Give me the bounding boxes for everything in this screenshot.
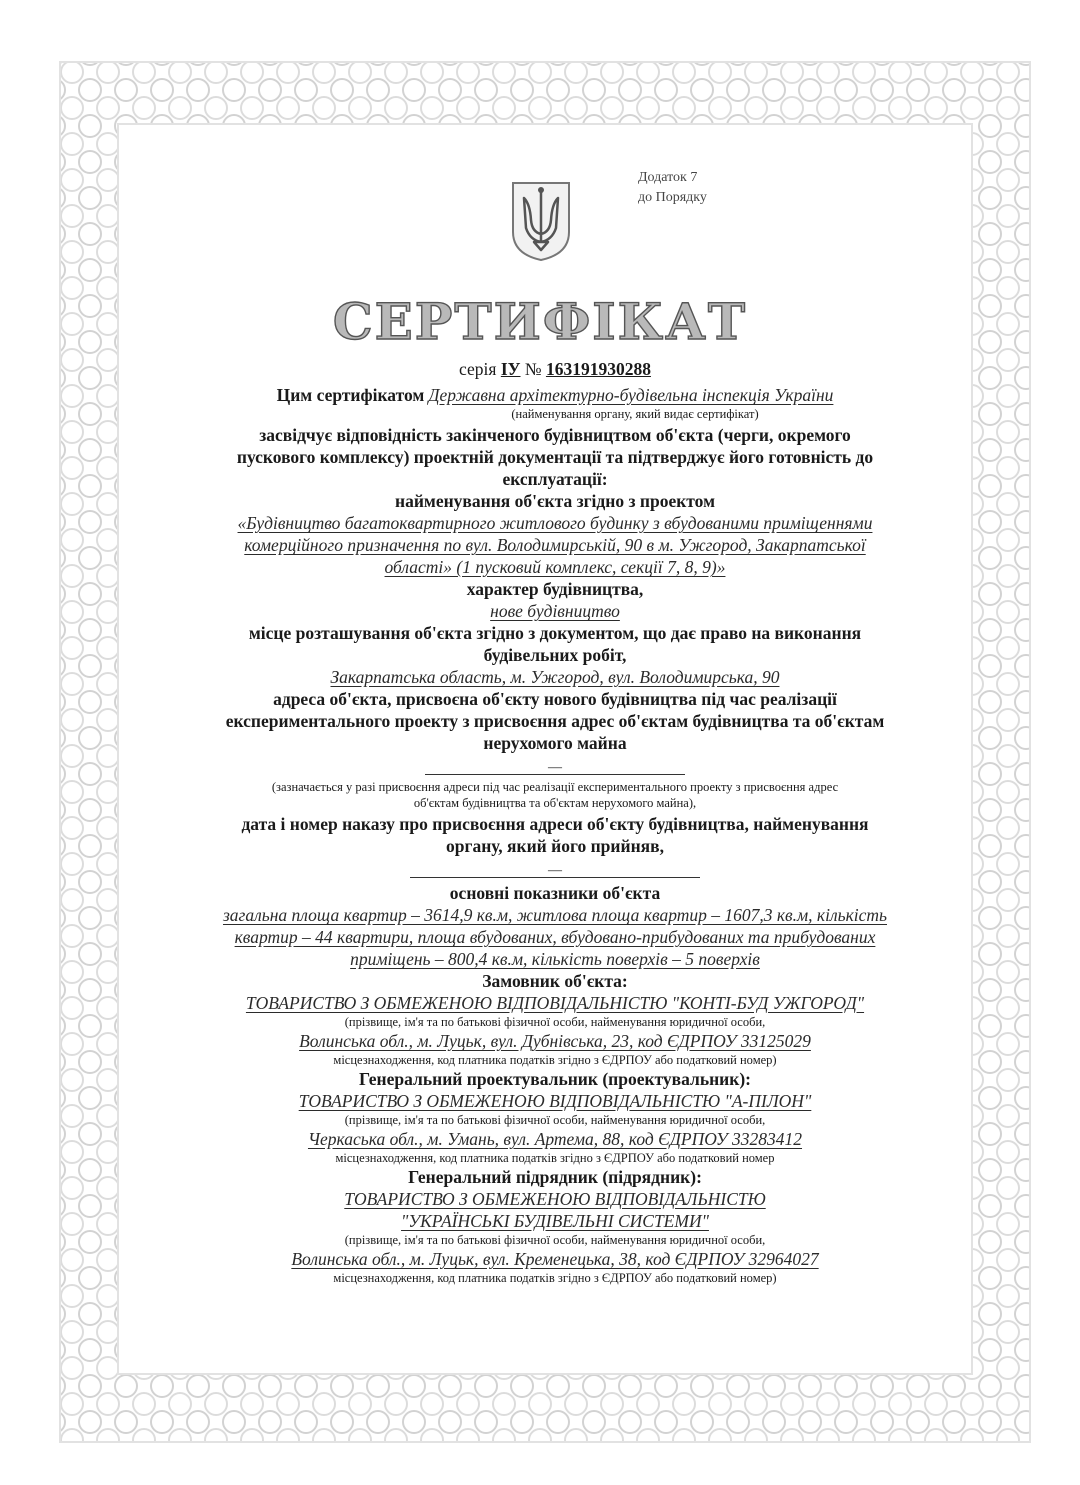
serial-num-sign: №	[524, 359, 542, 379]
designer-name-caption: (прізвище, ім'я та по батькові фізичної особи, найменування юридичної особи,	[344, 1113, 766, 1127]
designer-label: Генеральний проектувальник (проектувальник):	[358, 1069, 752, 1089]
address-label	[150, 688, 960, 754]
object-name-label: найменування об'єкта згідно з проектом	[394, 491, 716, 511]
serial-prefix: серія	[459, 359, 497, 379]
address-caption-line-2: об'єктам будівництва та об'єктам нерухомого майна),	[413, 796, 697, 810]
customer-address: Волинська обл., м. Луцьк, вул. Дубнівська, 23, код ЄДРПОУ 33125029	[299, 1031, 811, 1051]
issuer-line	[150, 384, 960, 406]
order-label	[150, 813, 960, 857]
contractor-address: Волинська обл., м. Луцьк, вул. Кременецька, 38, код ЄДРПОУ 32964027	[291, 1249, 819, 1269]
certifies-line-1: засвідчує відповідність закінченого будівництвом об'єкта (черги, окремого	[259, 425, 851, 445]
annex-note	[638, 168, 707, 208]
order-value-line	[410, 859, 700, 878]
object-name-value	[150, 512, 960, 578]
location-label-line-1: місце розташування об'єкта згідно з документом, що дає право на виконання	[248, 623, 862, 643]
issuer-name: Державна архітектурно-будівельна інспекція України	[428, 385, 834, 405]
certificate-title: СЕРТИФІКАТ	[332, 292, 748, 351]
order-value: —	[548, 863, 562, 878]
location-label-line-2: будівельних робіт,	[483, 645, 627, 665]
serial-number: 163191930288	[545, 359, 651, 379]
contractor-name	[150, 1188, 960, 1232]
address-caption-line-1: (зазначається у разі присвоєння адреси під час реалізації експериментального проекту з присвоєння адрес	[271, 780, 839, 794]
issuer-caption: (найменування органу, який видає сертифікат)	[511, 407, 759, 421]
contractor-name-line-1: ТОВАРИСТВО З ОБМЕЖЕНОЮ ВІДПОВІДАЛЬНІСТЮ	[344, 1189, 766, 1209]
address-caption	[150, 779, 960, 811]
address-label-line-1: адреса об'єкта, присвоєна об'єкту нового будівництва під час реалізації	[273, 689, 837, 709]
contractor-name-line-2: "УКРАЇНСЬКІ БУДІВЕЛЬНІ СИСТЕМИ"	[401, 1211, 709, 1231]
contractor-address-caption: місцезнаходження, код платника податків згідно з ЄДРПОУ або податковий номер)	[333, 1271, 777, 1285]
location-value: Закарпатська область, м. Ужгород, вул. Володимирська, 90	[330, 667, 780, 687]
indicators-line-2: квартир – 44 квартири, площа вбудованих, вбудовано-прибудованих та прибудованих	[234, 927, 876, 947]
object-name-line-1: «Будівництво багатоквартирного житлового будинку з вбудованими приміщеннями	[237, 513, 873, 533]
coat-of-arms-trident	[510, 180, 572, 262]
address-value: —	[548, 760, 562, 775]
contractor-name-caption: (прізвище, ім'я та по батькові фізичної особи, найменування юридичної особи,	[344, 1233, 766, 1247]
order-label-line-1: дата і номер наказу про присвоєння адреси об'єкту будівництва, найменування	[241, 814, 869, 834]
certifies-text	[150, 424, 960, 490]
contractor-label: Генеральний підрядник (підрядник):	[408, 1167, 702, 1187]
order-label-line-2: органу, який його прийняв,	[446, 836, 664, 856]
location-label	[150, 622, 960, 666]
indicators-line-3: приміщень – 800,4 кв.м, кількість поверхів – 5 поверхів	[350, 949, 760, 969]
construction-type-value: нове будівництво	[490, 601, 620, 621]
serial-series: ІУ	[500, 359, 521, 379]
object-name-line-3: області» (1 пусковий комплекс, секції 7, 8, 9)»	[384, 557, 726, 577]
indicators-value	[150, 904, 960, 970]
serial-line	[150, 358, 960, 380]
issuer-lead: Цим сертифікатом	[276, 385, 425, 405]
customer-name-caption: (прізвище, ім'я та по батькові фізичної особи, найменування юридичної особи,	[344, 1015, 766, 1029]
object-name-line-2: комерційного призначення по вул. Володимирській, 90 в м. Ужгород, Закарпатської	[244, 535, 866, 555]
annex-line-2: до Порядку	[638, 190, 707, 205]
annex-line-1: Додаток 7	[638, 170, 698, 185]
customer-label: Замовник об'єкта:	[482, 971, 628, 991]
certifies-line-3: експлуатації:	[502, 469, 608, 489]
customer-address-caption: місцезнаходження, код платника податків згідно з ЄДРПОУ або податковий номер)	[333, 1053, 777, 1067]
construction-type-label: характер будівництва,	[466, 579, 644, 599]
address-label-line-3: нерухомого майна	[483, 733, 627, 753]
address-label-line-2: експериментального проекту з присвоєння адрес об'єктам будівництва та об'єктам	[225, 711, 885, 731]
indicators-label: основні показники об'єкта	[449, 883, 661, 903]
certifies-line-2: пускового комплексу) проектній документації та підтверджує його готовність до	[236, 447, 874, 467]
designer-address: Черкаська обл., м. Умань, вул. Артема, 88, код ЄДРПОУ 33283412	[307, 1129, 803, 1149]
designer-name: ТОВАРИСТВО З ОБМЕЖЕНОЮ ВІДПОВІДАЛЬНІСТЮ "А-ПІЛОН"	[298, 1091, 812, 1111]
customer-name: ТОВАРИСТВО З ОБМЕЖЕНОЮ ВІДПОВІДАЛЬНІСТЮ "КОНТІ-БУД УЖГОРОД"	[245, 993, 865, 1013]
indicators-line-1: загальна площа квартир – 3614,9 кв.м, житлова площа квартир – 1607,3 кв.м, кількість	[222, 905, 887, 925]
certificate-body	[150, 358, 960, 1286]
address-value-line	[425, 756, 685, 775]
designer-address-caption: місцезнаходження, код платника податків згідно з ЄДРПОУ або податковий номер	[335, 1151, 775, 1165]
